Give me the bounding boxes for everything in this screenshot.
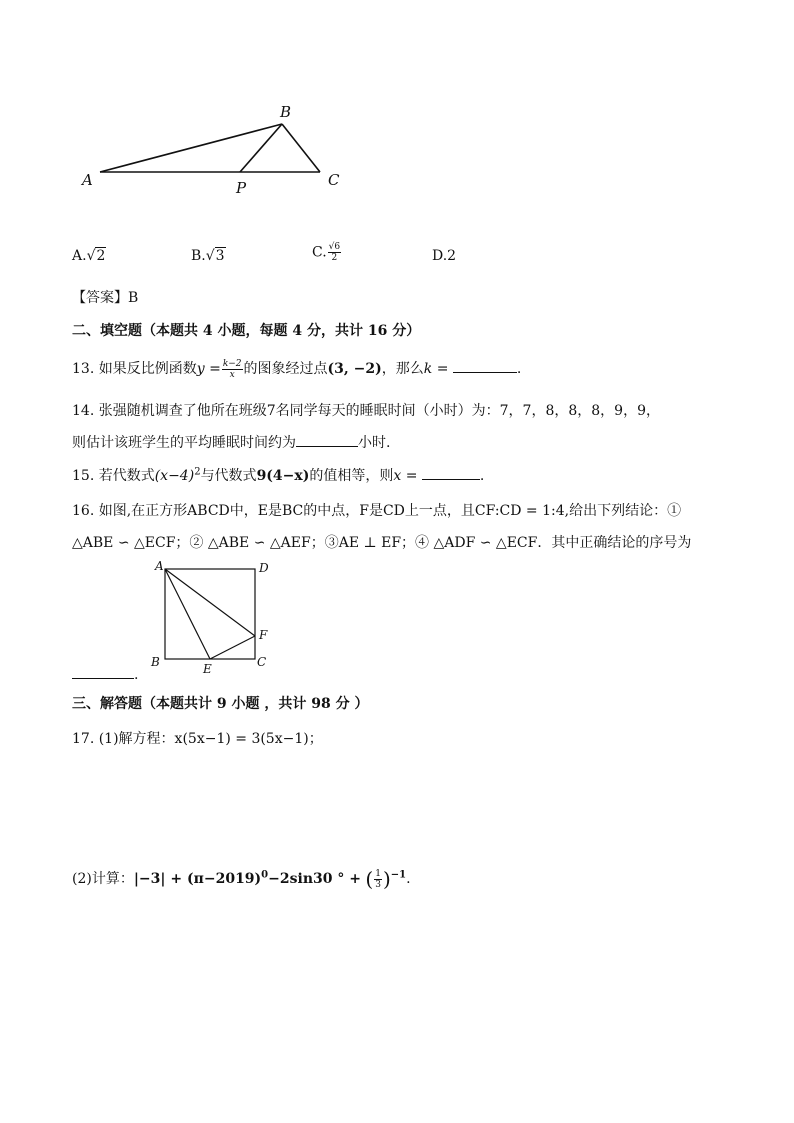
q17-exp-neg: −1 bbox=[390, 869, 407, 881]
option-a-radicand: 2 bbox=[96, 248, 106, 264]
square-abcd bbox=[165, 569, 255, 659]
option-c-radicand: 6 bbox=[334, 242, 341, 252]
q13-answer-blank[interactable] bbox=[453, 358, 517, 373]
question-17-part2 bbox=[72, 867, 411, 891]
q17-fraction bbox=[374, 869, 382, 890]
q16-answer-blank[interactable] bbox=[72, 664, 134, 679]
q17-part2-label: (2)计算： bbox=[72, 871, 134, 887]
q17-part2-expr2: −2sin30 ° + bbox=[268, 871, 361, 887]
q14-answer-blank[interactable] bbox=[296, 432, 358, 447]
label-c: C bbox=[257, 655, 267, 669]
q13-number: 13. bbox=[72, 361, 95, 377]
label-f: F bbox=[259, 628, 268, 642]
label-b: B bbox=[151, 655, 160, 669]
question-14-line1 bbox=[72, 400, 660, 420]
q16-answer-line bbox=[72, 664, 138, 683]
question-15 bbox=[72, 465, 484, 485]
q13-point: (3, −2) bbox=[327, 361, 382, 377]
label-e: E bbox=[203, 662, 212, 676]
q13-fn-lhs: y = bbox=[196, 361, 221, 377]
option-c-prefix: C. bbox=[312, 244, 327, 261]
section2-heading: 二、填空题（本题共 4 小题，每题 4 分，共计 16 分） bbox=[72, 323, 421, 339]
q14-number: 14. bbox=[72, 403, 95, 419]
q16-line2: △ABE ∽ △ECF；② △ABE ∽ △AEF；③AE ⊥ EF；④ △ADF ∽ △ECF．其中正确结论的序号为 bbox=[72, 535, 692, 551]
q15-text-mid: 与代数式 bbox=[200, 468, 257, 484]
q15-text-before: 若代数式 bbox=[98, 468, 155, 484]
q13-text-mid: 的图象经过点 bbox=[243, 361, 328, 377]
answer-bracket: 【答案】 bbox=[72, 290, 128, 306]
q16-number: 16. bbox=[72, 503, 95, 519]
square-figure bbox=[145, 558, 275, 678]
q13-var-k: k = bbox=[423, 361, 449, 377]
sqrt-2: √2 bbox=[86, 248, 106, 264]
triangle-figure bbox=[70, 95, 360, 205]
option-a bbox=[72, 248, 106, 264]
q17-part1: (1)解方程：x(5x−1) = 3(5x−1)； bbox=[98, 731, 323, 747]
section3-heading: 三、解答题（本题共计 9 小题 ，共计 98 分 ） bbox=[72, 696, 369, 712]
question-13 bbox=[72, 358, 521, 380]
answer-line bbox=[72, 287, 138, 307]
label-c: C bbox=[328, 171, 340, 189]
q15-expr2: 9(4−x) bbox=[256, 468, 310, 484]
q17-part2-end: . bbox=[406, 871, 411, 887]
q15-number: 15. bbox=[72, 468, 95, 484]
q15-end: . bbox=[479, 468, 485, 484]
option-b-radicand: 3 bbox=[215, 248, 225, 264]
q17-paren-close: ) bbox=[382, 867, 391, 891]
q16-line1: 如图,在正方形ABCD中，E是BC的中点，F是CD上一点，且CF:CD = 1:4,给出下列结论：① bbox=[98, 503, 682, 519]
label-d: D bbox=[259, 561, 269, 575]
q17-number: 17. bbox=[72, 731, 95, 747]
question-16-line2 bbox=[72, 532, 691, 552]
option-c-denominator: 2 bbox=[331, 253, 338, 263]
label-a: A bbox=[82, 171, 93, 189]
segment-ef bbox=[210, 636, 255, 659]
q14-line2-after: 小时. bbox=[358, 435, 391, 451]
question-14-line2 bbox=[72, 432, 390, 452]
q14-line2-before: 则估计该班学生的平均睡眠时间约为 bbox=[72, 435, 296, 451]
label-p: P bbox=[236, 179, 247, 197]
option-b bbox=[191, 248, 226, 264]
option-c bbox=[312, 242, 342, 263]
segment-bc bbox=[282, 124, 320, 172]
q17-frac-den: 3 bbox=[375, 879, 381, 890]
q15-expr1-sup: 2 bbox=[194, 466, 201, 478]
option-a-prefix: A. bbox=[72, 248, 87, 264]
q13-frac-num: k−2 bbox=[222, 358, 242, 369]
segment-af bbox=[165, 569, 255, 636]
option-c-fraction bbox=[328, 242, 341, 263]
q13-end: . bbox=[516, 361, 522, 377]
segment-ab bbox=[100, 124, 282, 172]
segment-bp bbox=[240, 124, 282, 172]
q17-part2-expr1: |−3| + (π−2019) bbox=[133, 871, 262, 887]
q17-frac-num: 1 bbox=[375, 868, 381, 879]
q17-part2-exp0: 0 bbox=[261, 869, 269, 881]
label-b: B bbox=[280, 103, 292, 121]
q13-fraction bbox=[222, 359, 243, 380]
question-16-line1 bbox=[72, 500, 681, 520]
label-a: A bbox=[155, 559, 164, 573]
option-b-prefix: B. bbox=[191, 248, 206, 264]
question-17-part1 bbox=[72, 728, 323, 748]
segment-ae bbox=[165, 569, 210, 659]
q13-text-after: ，那么 bbox=[381, 361, 424, 377]
q17-paren-open: ( bbox=[365, 867, 374, 891]
q16-end: . bbox=[134, 667, 139, 683]
answer-value: B bbox=[128, 290, 139, 306]
q15-expr1: (x−4) bbox=[154, 468, 195, 484]
q15-answer-blank[interactable] bbox=[422, 465, 480, 480]
q14-line1: 张强随机调查了他所在班级7名同学每天的睡眠时间（小时）为：7，7，8，8，8，9，9， bbox=[98, 403, 660, 419]
option-d: D.2 bbox=[432, 248, 457, 264]
sqrt-3: √3 bbox=[205, 248, 225, 264]
q13-frac-den: x bbox=[229, 369, 235, 380]
q15-var-x: x = bbox=[393, 468, 418, 484]
option-c-numerator: √6 bbox=[328, 242, 341, 252]
q15-text-after: 的值相等，则 bbox=[309, 468, 394, 484]
q13-text-before: 如果反比例函数 bbox=[98, 361, 197, 377]
